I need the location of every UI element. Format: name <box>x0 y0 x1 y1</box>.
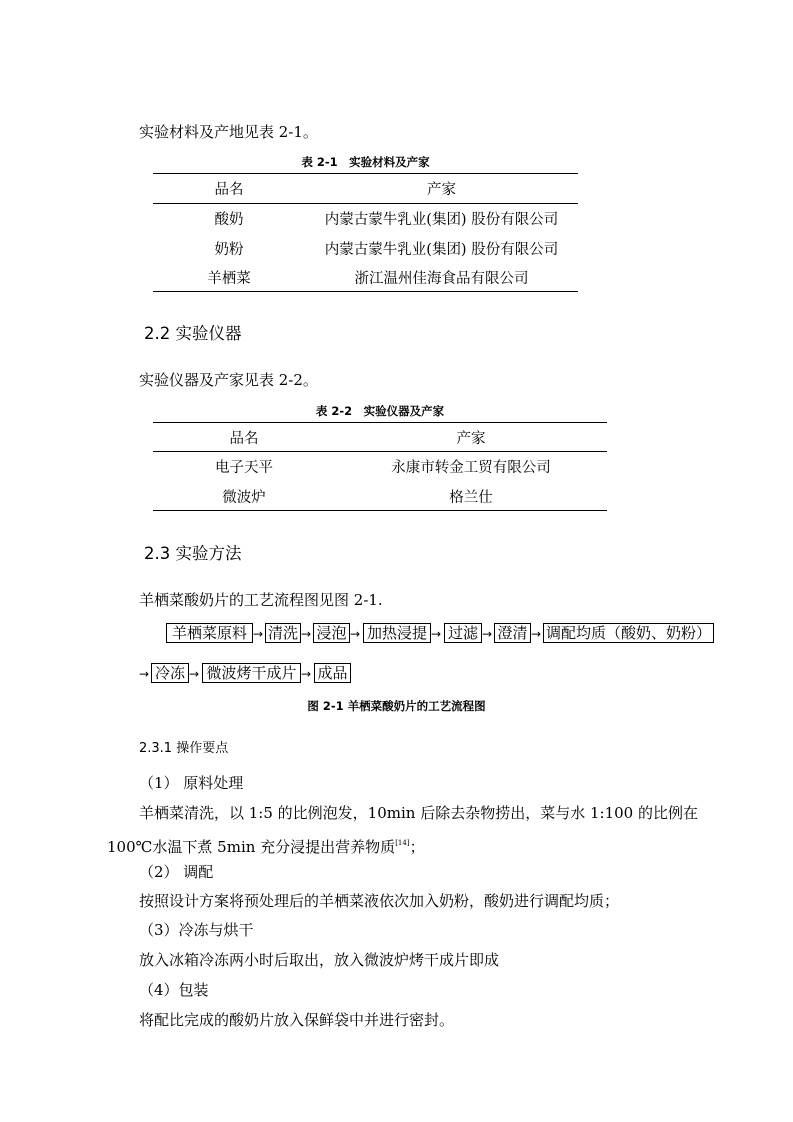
step1-title: （1） 原料处理 <box>139 774 244 792</box>
table2-header-maker: 产家 <box>456 431 486 447</box>
step1-line2-text: 100℃水温下煮 5min 充分浸提出营养物质 <box>107 838 396 856</box>
table2-cell: 格兰仕 <box>449 490 493 506</box>
step4-title: （4）包装 <box>139 981 209 999</box>
flow-arrow-icon: → <box>531 627 542 641</box>
table1-header-maker: 产家 <box>427 182 456 198</box>
table1-mid-rule <box>153 203 578 204</box>
section-heading-instruments: 2.2 实验仪器 <box>144 324 242 343</box>
table1-cell: 内蒙古蒙牛乳业(集团) 股份有限公司 <box>324 242 559 258</box>
flow-arrow-icon: → <box>139 667 150 681</box>
table1-top-rule <box>153 173 578 174</box>
flow-arrow-icon: → <box>189 667 200 681</box>
table1-cell: 羊栖菜 <box>207 271 251 287</box>
table2-mid-rule <box>153 451 607 452</box>
flow-arrow-icon: → <box>301 667 312 681</box>
flow-step-blend-homogenize: 调配均质（酸奶、奶粉） <box>543 623 714 643</box>
flow-arrow-icon: → <box>301 627 312 641</box>
table2-bottom-rule <box>153 510 607 511</box>
step1-line2-end: ； <box>409 838 425 856</box>
step3-title: （3）冷冻与烘干 <box>139 921 254 939</box>
intro-materials: 实验材料及产地见表 2-1。 <box>139 123 318 141</box>
table1-caption: 表 2-1 实验材料及产家 <box>301 155 430 169</box>
subsection-heading-key-points: 2.3.1 操作要点 <box>139 741 229 756</box>
figure-caption: 图 2-1 羊栖菜酸奶片的工艺流程图 <box>307 699 486 713</box>
flow-arrow-icon: → <box>431 627 442 641</box>
flow-step-freeze: 冷冻 <box>151 663 189 683</box>
table2-header-name: 品名 <box>229 431 259 447</box>
flow-arrow-icon: → <box>482 627 493 641</box>
step2-title: （2） 调配 <box>139 863 214 881</box>
flow-step-clarify: 澄清 <box>494 623 531 643</box>
intro-instruments: 实验仪器及产家见表 2-2。 <box>139 371 318 389</box>
table1-header-name: 品名 <box>214 182 244 198</box>
table2-cell: 永康市转金工贸有限公司 <box>391 460 551 476</box>
flow-step-heat-extract: 加热浸提 <box>363 623 431 643</box>
flow-arrow-icon: → <box>350 627 361 641</box>
table2-top-rule <box>153 422 607 423</box>
step2-body: 按照设计方案将预处理后的羊栖菜液依次加入奶粉，酸奶进行调配均质； <box>139 892 620 910</box>
table1-cell: 浙江温州佳海食品有限公司 <box>354 271 529 287</box>
flow-step-product: 成品 <box>314 663 351 683</box>
table2-cell: 电子天平 <box>215 460 273 476</box>
step1-line1: 羊栖菜清洗，以 1:5 的比例泡发，10min 后除去杂物捞出，菜与水 1:100 的比例在 <box>139 804 698 822</box>
intro-flowchart: 羊栖菜酸奶片的工艺流程图见图 2-1. <box>139 591 383 609</box>
flow-step-soak: 浸泡 <box>313 623 350 643</box>
flow-step-raw-material: 羊栖菜原料 <box>166 623 253 643</box>
step3-body: 放入冰箱冷冻两小时后取出，放入微波炉烤干成片即成 <box>139 951 500 969</box>
table1-cell: 内蒙古蒙牛乳业(集团) 股份有限公司 <box>324 212 559 228</box>
table1-cell: 酸奶 <box>214 212 244 228</box>
section-heading-method: 2.3 实验方法 <box>144 544 242 563</box>
table1-cell: 奶粉 <box>214 242 244 258</box>
flow-arrow-icon: → <box>253 627 264 641</box>
flow-step-filter: 过滤 <box>444 623 482 643</box>
table2-caption: 表 2-2 实验仪器及产家 <box>315 404 445 418</box>
step1-line2 <box>107 834 425 856</box>
citation-ref: [14] <box>395 839 410 847</box>
step4-body: 将配比完成的酸奶片放入保鲜袋中并进行密封。 <box>139 1011 455 1029</box>
flow-step-wash: 清洗 <box>265 623 301 643</box>
table2-cell: 微波炉 <box>222 490 266 506</box>
flow-step-microwave-dry: 微波烤干成片 <box>202 663 301 683</box>
table1-bottom-rule <box>153 291 578 292</box>
